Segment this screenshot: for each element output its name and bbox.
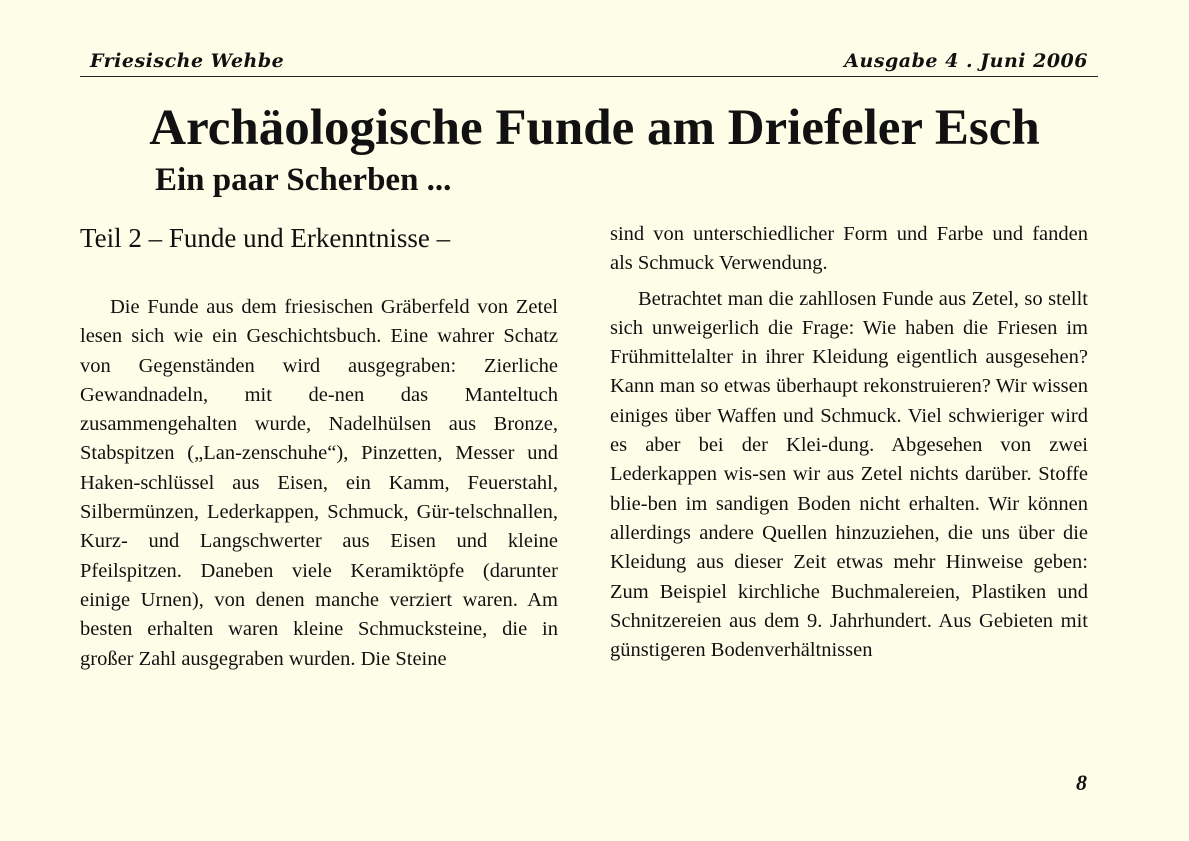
page-number: 8	[1076, 770, 1087, 795]
page-header	[80, 48, 1098, 77]
right-column	[610, 220, 1088, 665]
issue-info: Ausgabe 4 . Juni 2006	[844, 50, 1088, 72]
publication-name: Friesische Wehbe	[90, 50, 285, 72]
paragraph: sind von unterschiedlicher Form und Farbe und fanden als Schmuck Verwendung.	[610, 223, 1088, 275]
paragraph: Betrachtet man die zahllosen Funde aus Zetel, so stellt sich unweigerlich die Frage: Wie haben die Friesen im Frühmittelalter in ihrer Kleidung eigentlich ausgesehen? Kann man so etwas überhaupt rekonstruieren? Wir wissen einiges über Waffen und Schmuck. Viel schwieriger wird es aber bei der Klei-dung. Abgesehen von zwei Lederkappen wis-sen wir aus Zetel nichts darüber. Stoffe blie-ben im sandigen Boden nicht erhalten. Wir können allerdings andere Quellen hinzuziehen, die uns über die Kleidung aus dieser Zeit etwas mehr Hinweise geben: Zum Beispiel kirchliche Buchmalereien, Plastiken und Schnitzereien aus dem 9. Jahrhundert. Aus Gebieten mit günstigeren Bodenverhältnissen	[610, 287, 1088, 662]
paragraph: Die Funde aus dem friesischen Gräberfeld von Zetel lesen sich wie ein Geschichtsbuch. Eine wahrer Schatz von Gegenständen wird ausgegraben: Zierliche Gewandnadeln, mit de-nen das Manteltuch zusammengehalten wurde, Nadelhülsen aus Bronze, Stabspitzen („Lan-zenschuhe“), Pinzetten, Messer und Haken-schlüssel aus Eisen, ein Kamm, Feuerstahl, Silbermünzen, Lederkappen, Schmuck, Gür-telschnallen, Kurz- und Langschwerter aus Eisen und kleine Pfeilspitzen. Daneben viele Keramiktöpfe (darunter einige Urnen), von denen manche verziert waren. Am besten erhalten waren kleine Schmucksteine, die in großer Zahl ausgegraben wurden. Die Steine	[80, 296, 558, 670]
left-column	[80, 293, 558, 674]
article-title: Archäologische Funde am Driefeler Esch	[149, 100, 1040, 156]
section-heading: Teil 2 – Funde und Erkenntnisse –	[80, 223, 451, 253]
article-subtitle: Ein paar Scherben ...	[155, 162, 452, 198]
